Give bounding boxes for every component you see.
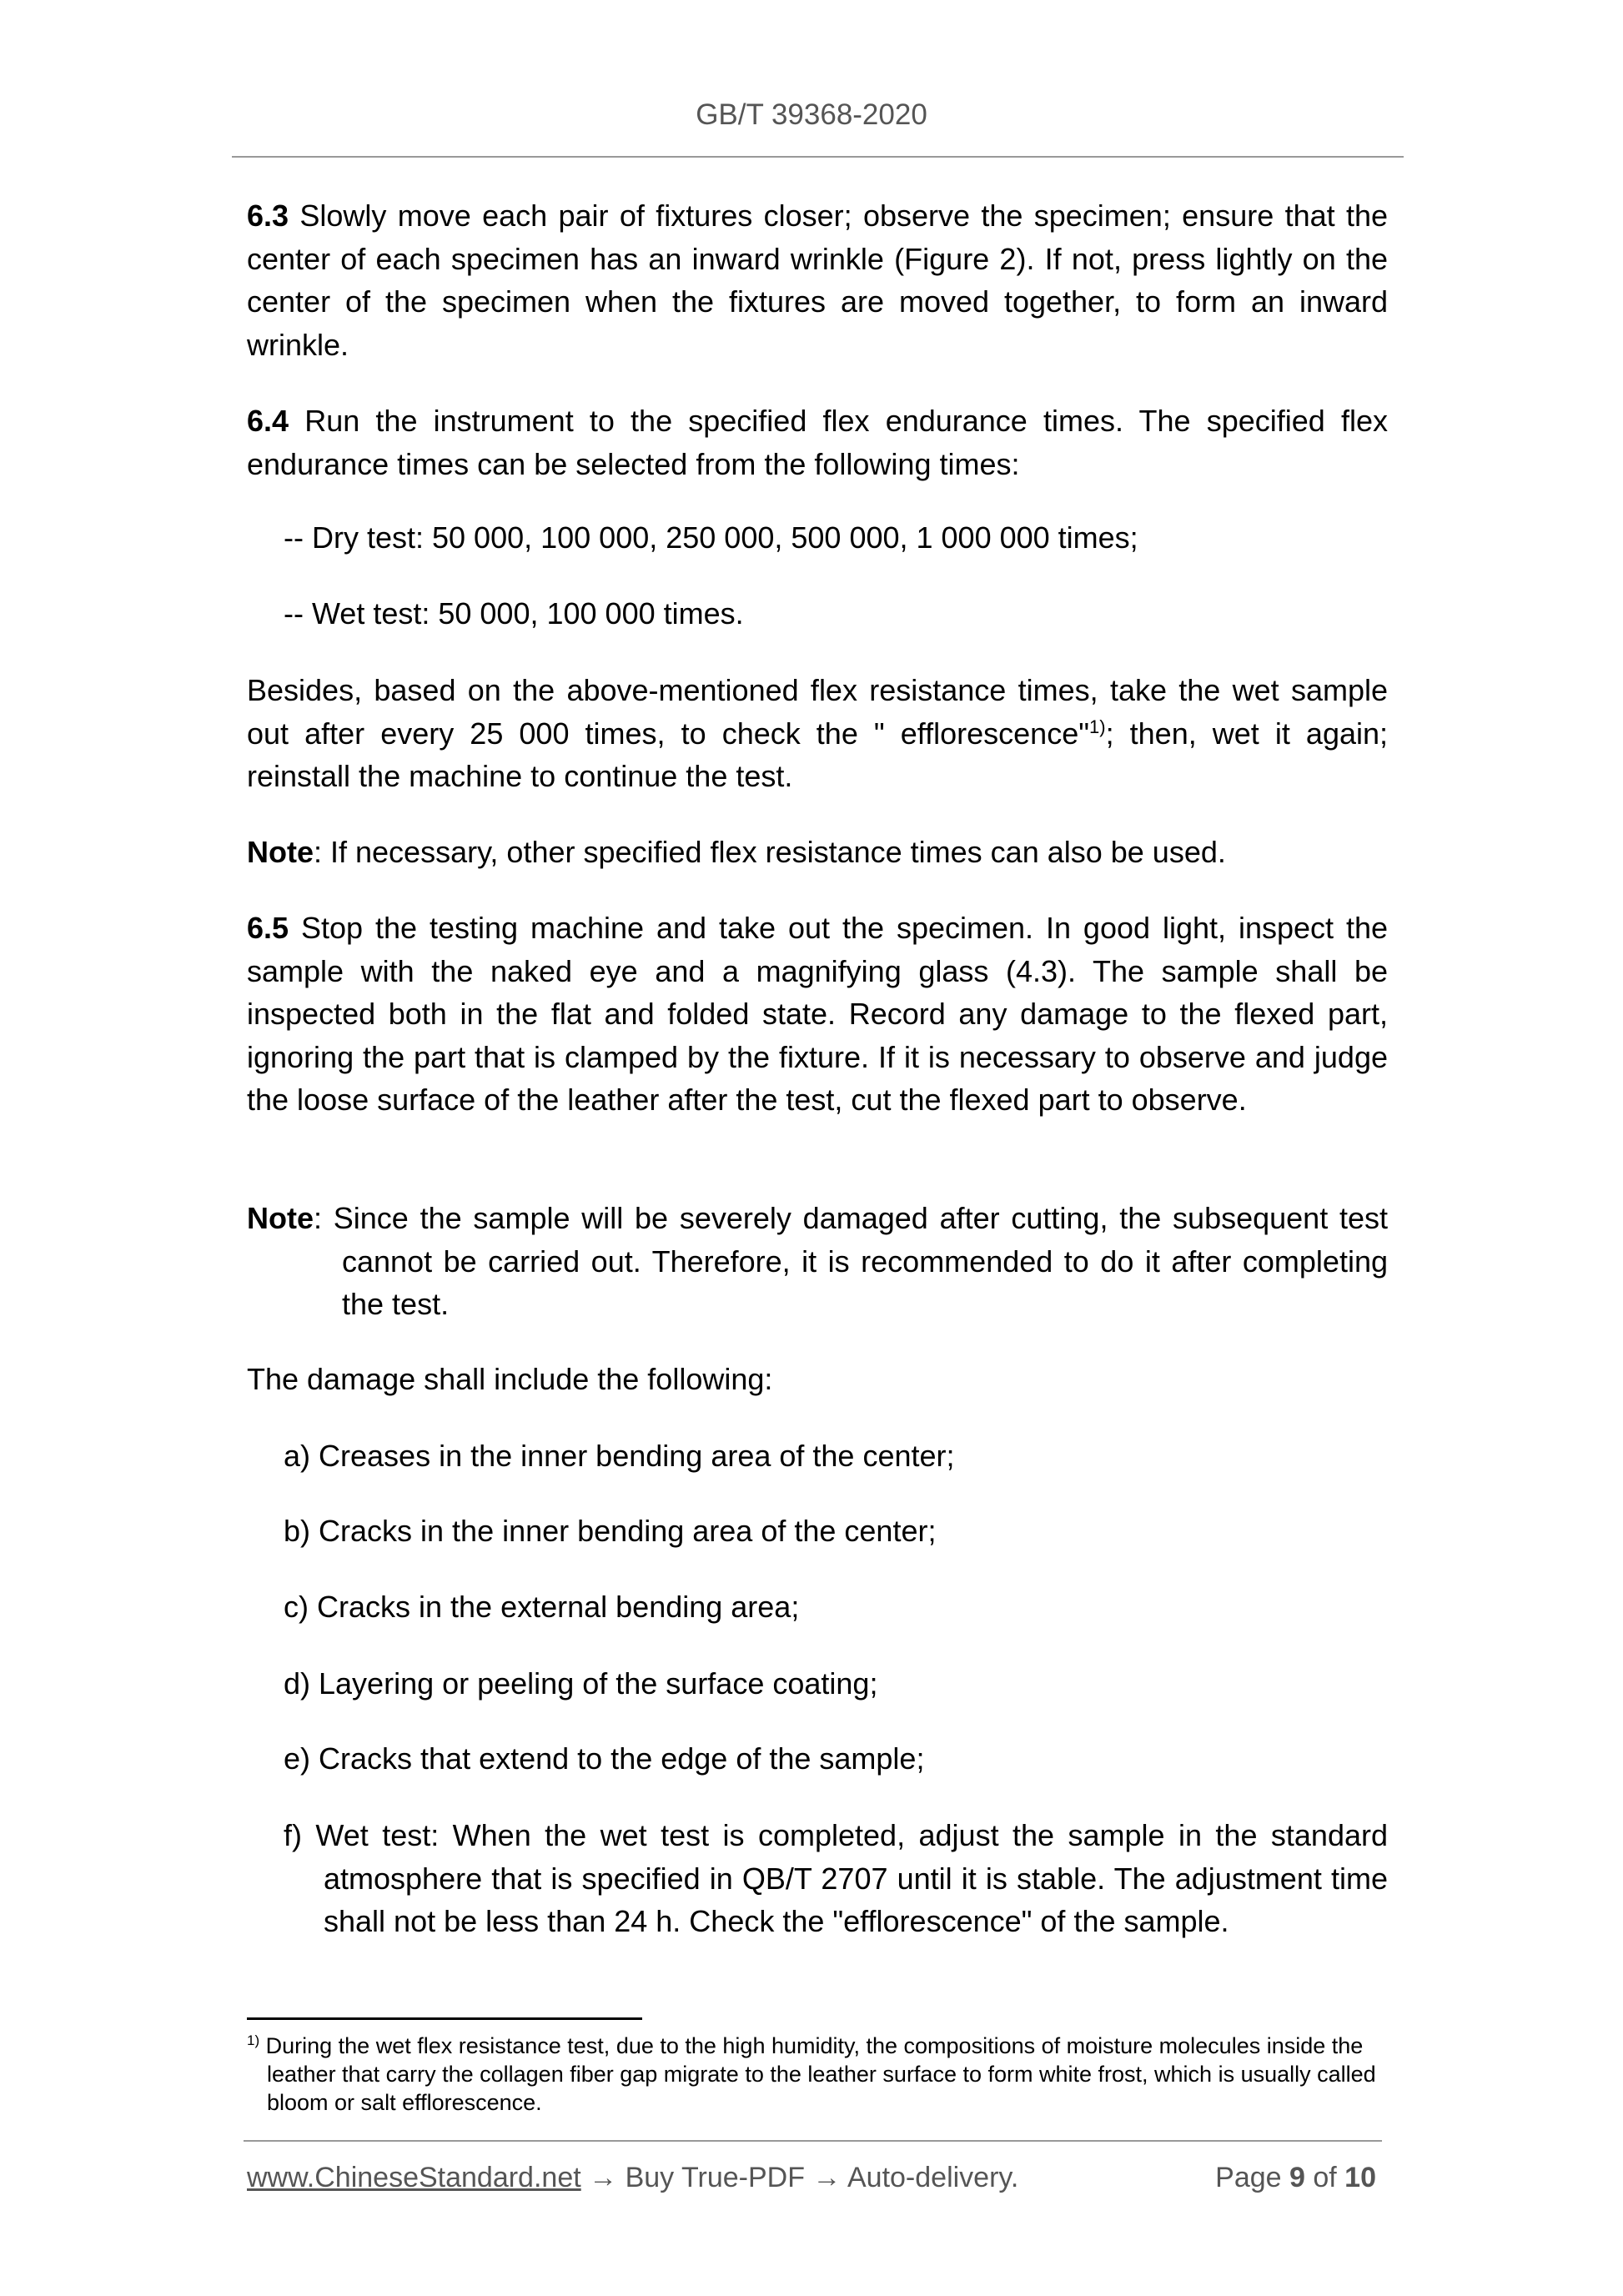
note-2 [247, 1197, 1388, 1326]
note-text: : If necessary, other specified flex resistance times can also be used. [314, 835, 1226, 869]
clause-text: Slowly move each pair of fixtures closer; observe the specimen; ensure that the center of each specimen has an inward wrinkle (Figure 2). If not, press lightly on the center of the specimen when the fixtures are moved together, to form an inward wrinkle. [247, 198, 1388, 362]
damage-intro: The damage shall include the following: [247, 1362, 773, 1396]
besides-paragraph [247, 669, 1388, 798]
wet-test-item: -- Wet test: 50 000, 100 000 times. [284, 596, 744, 631]
footnote-text: During the wet flex resistance test, due to the high humidity, the compositions of moisture molecules inside the leather that carry the collagen fiber gap migrate to the leather surface to form white frost, which is usually called bloom or salt efflorescence. [259, 2033, 1376, 2115]
note-label: Note [247, 835, 314, 869]
dry-test-item: -- Dry test: 50 000, 100 000, 250 000, 500 000, 1 000 000 times; [284, 520, 1138, 555]
note-1 [247, 831, 1388, 874]
header-divider [232, 156, 1404, 158]
text: ; then, wet it again; reinstall the machine to continue the test. [247, 716, 1389, 793]
list-item: b) Cracks in the inner bending area of the center; [284, 1514, 937, 1548]
page-number [1215, 2162, 1376, 2194]
of-label: of [1304, 2162, 1345, 2193]
clause-number: 6.4 [247, 404, 289, 438]
list-item: c) Cracks in the external bending area; [284, 1590, 800, 1624]
footnote-ref: 1) [1089, 716, 1106, 737]
page-label: Page [1215, 2162, 1289, 2193]
list-item: d) Layering or peeling of the surface coating; [284, 1666, 878, 1701]
clause-6-4 [247, 399, 1388, 485]
footer-divider [244, 2140, 1382, 2142]
running-header: GB/T 39368-2020 [696, 98, 927, 131]
website-link[interactable]: www.ChineseStandard.net [247, 2162, 581, 2193]
page-footer [247, 2162, 1376, 2194]
list-item: e) Cracks that extend to the edge of the sample; [284, 1741, 925, 1776]
clause-6-5 [247, 907, 1388, 1122]
clause-number: 6.3 [247, 198, 289, 233]
note-text: : Since the sample will be severely damaged after cutting, the subsequent test cannot be carried out. Therefore, it is recommended to do it after completing the test. [314, 1201, 1388, 1321]
total-pages: 10 [1344, 2162, 1376, 2193]
current-page: 9 [1289, 2162, 1305, 2193]
footer-tagline: → Buy True-PDF → Auto-delivery. [580, 2162, 1019, 2193]
list-item: f) Wet test: When the wet test is completed, adjust the sample in the standard atmosphere that is specified in QB/T 2707 until it is stable. The adjustment time shall not be less than 24 h. Check the "efflorescence" of the sample. [284, 1818, 1388, 1938]
text: Besides, based on the above-mentioned flex resistance times, take the wet sample out after every 25 000 times, to check the " efflorescence" [247, 673, 1388, 751]
clause-6-3 [247, 194, 1388, 366]
clause-text: Run the instrument to the specified flex endurance times. The specified flex endurance times can be selected from the following times: [247, 404, 1388, 481]
clause-text: Stop the testing machine and take out the specimen. In good light, inspect the sample with the naked eye and a magnifying glass (4.3). The sample shall be inspected both in the flat and folded state. Record any damage to the flexed part, ignoring the part that is clamped by the fixture. If it is necessary to observe and judge the loose surface of the leather after the test, cut the flexed part to observe. [247, 911, 1388, 1117]
footnote-divider [247, 2017, 642, 2020]
note-label: Note [247, 1201, 314, 1235]
footnote [247, 2032, 1384, 2117]
footnote-mark: 1) [247, 2032, 260, 2048]
clause-number: 6.5 [247, 911, 289, 945]
list-item: a) Creases in the inner bending area of the center; [284, 1439, 955, 1473]
